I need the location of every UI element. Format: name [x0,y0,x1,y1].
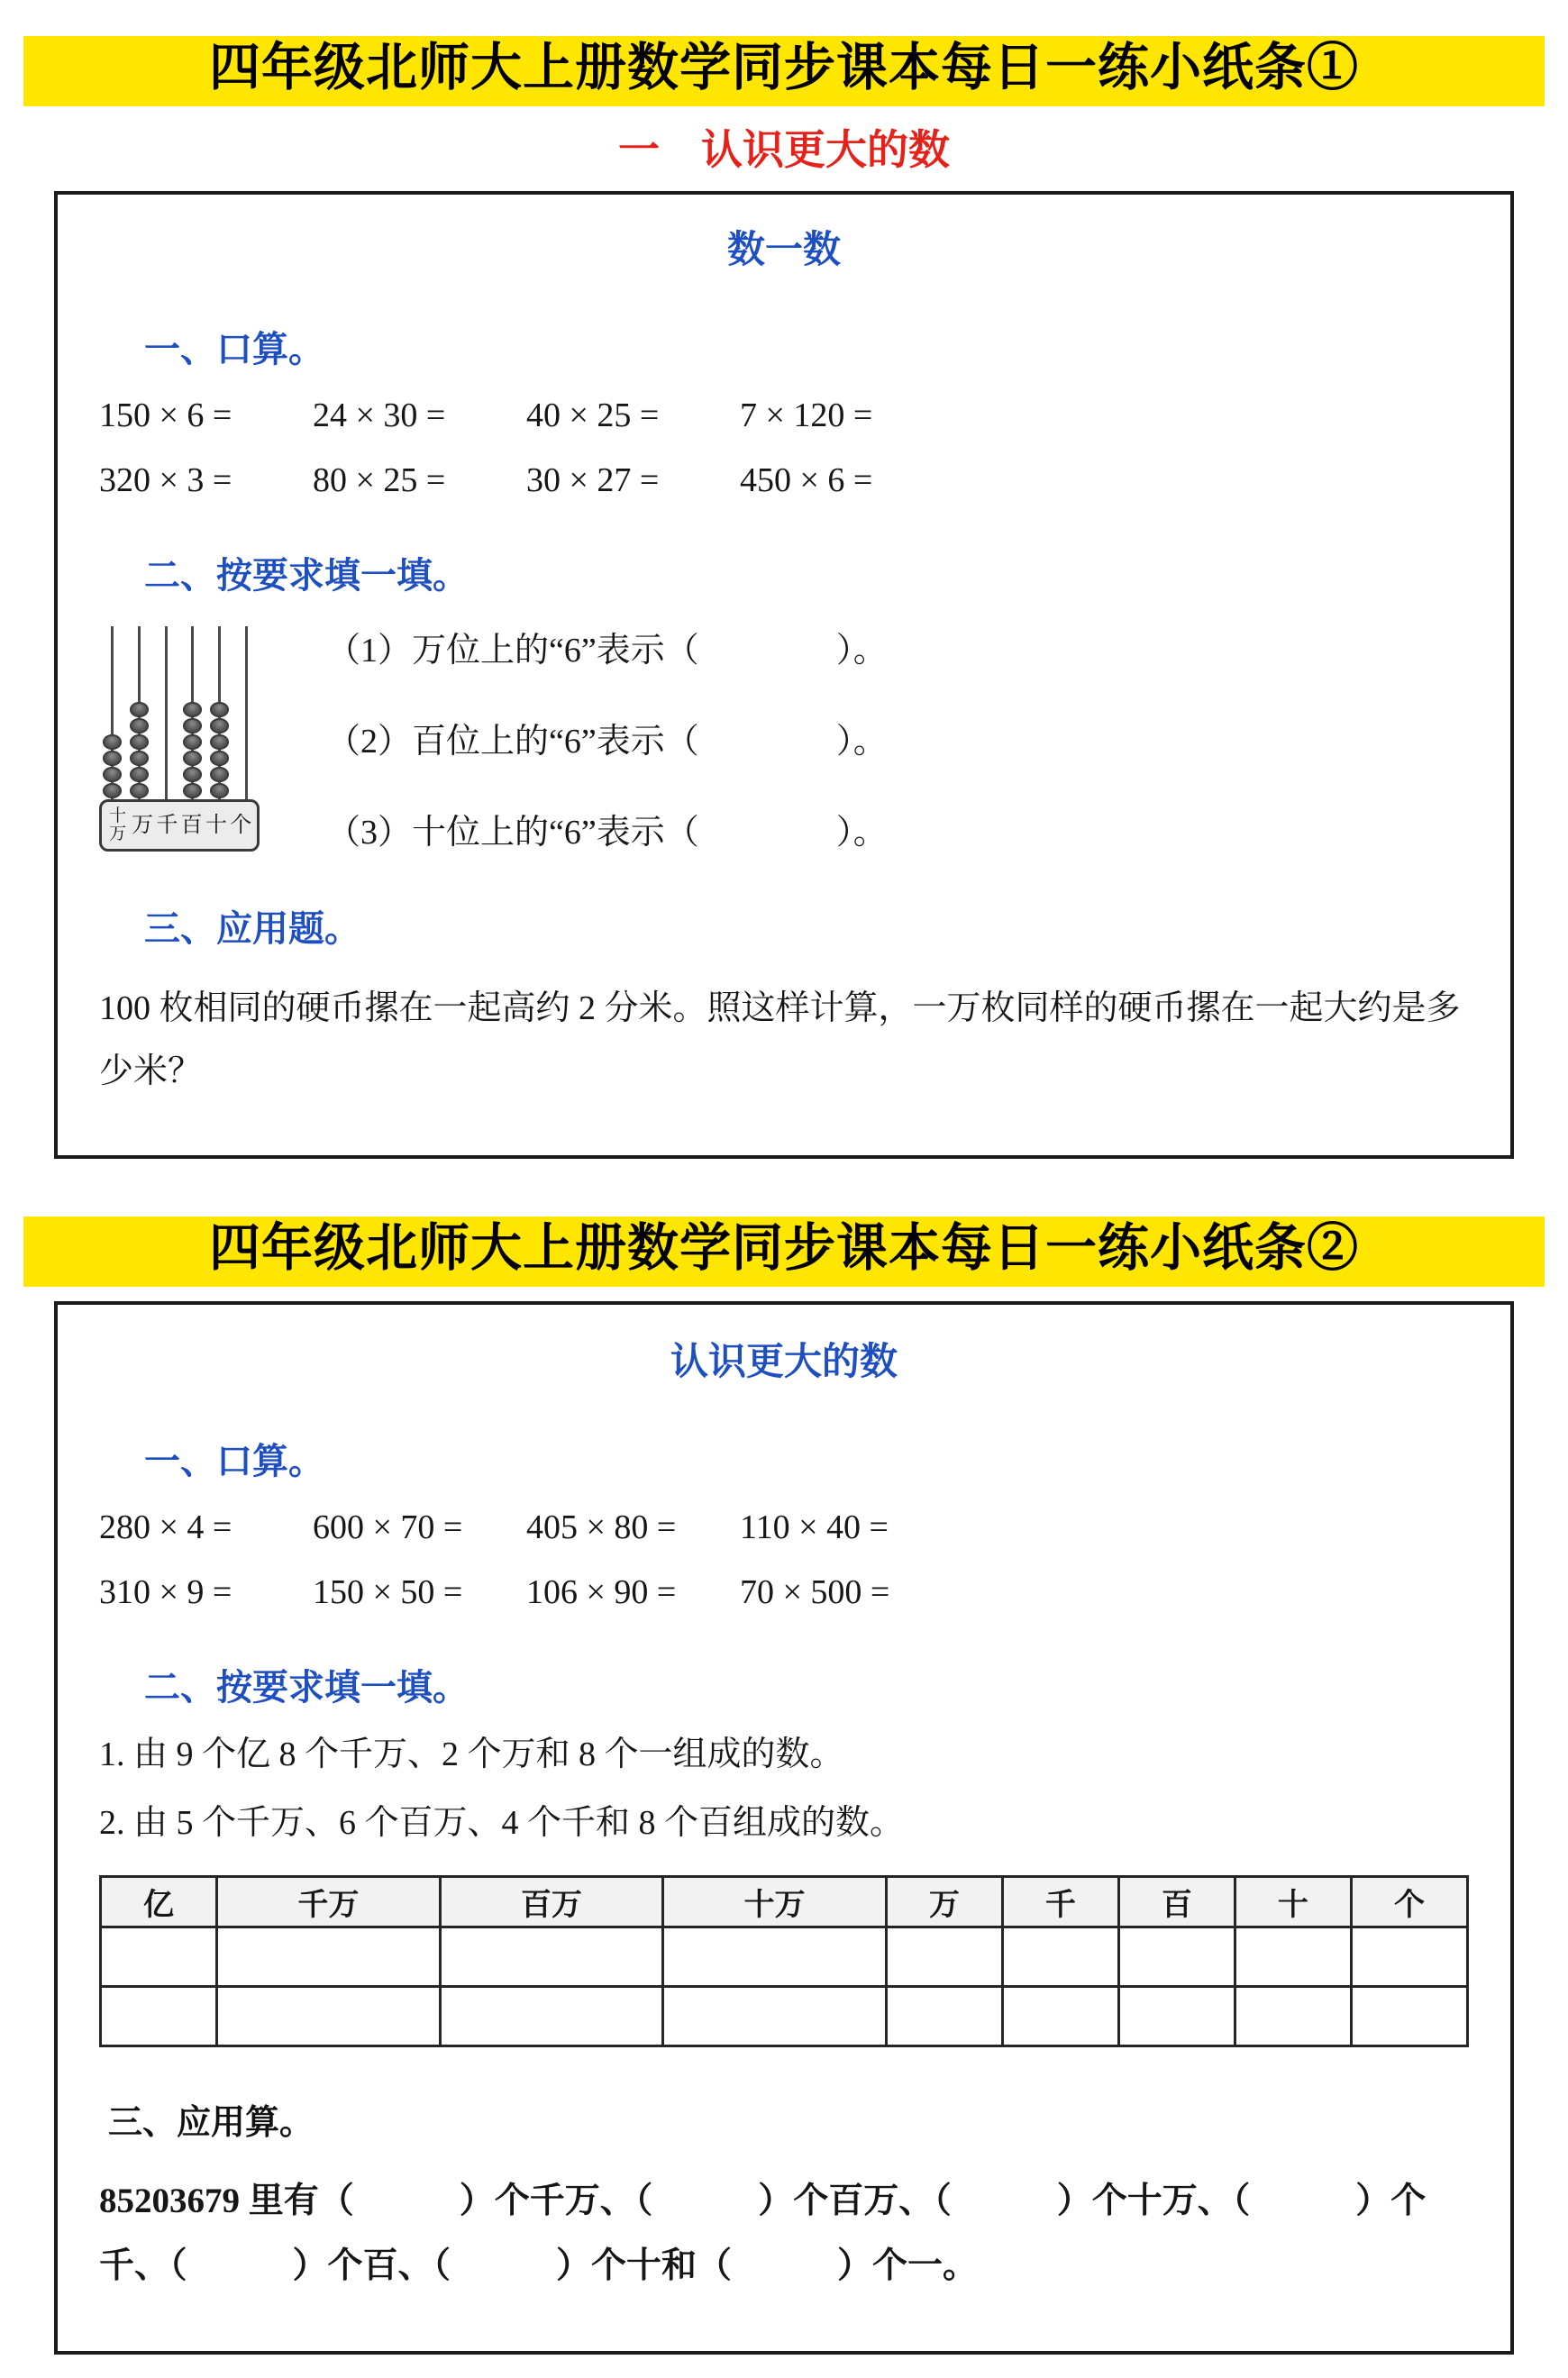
table-row [101,1986,1468,2045]
place-value-header-row [101,1876,1468,1927]
sheet2-oral-problems [99,1508,1469,1612]
math-problem: 30 × 27 = [526,460,660,499]
abacus-rod [126,623,153,799]
sheet2-box [54,1301,1514,2355]
table-cell [886,1927,1002,1986]
sheet2-fill-title: 二、按要求填一填。 [144,1668,469,1708]
abacus-bead [210,783,229,798]
table-header-cell: 千万 [217,1876,441,1927]
abacus-label: 十 [205,813,227,837]
sheet1-fill-questions [326,622,888,853]
abacus-rod-wire [245,626,248,803]
math-problem: 7 × 120 = [740,396,873,434]
abacus-bead [130,734,149,750]
table-cell [1118,1986,1235,2045]
abacus-bead [183,734,202,750]
math-problem: 106 × 90 = [526,1573,677,1612]
sheet1-banner [23,36,1545,106]
sheet2-banner [23,1216,1545,1287]
abacus-bead [210,767,229,782]
abacus-label: 万 [131,813,153,837]
table-cell [1118,1927,1235,1986]
sheet1-heading: 数一数 [726,227,841,270]
table-header-cell: 个 [1351,1876,1467,1927]
fill-item-1: 1. 由 9 个亿 8 个千万、2 个万和 8 个一组成的数。 [99,1736,844,1774]
abacus-bead [183,702,202,717]
table-cell [1002,1927,1118,1986]
table-cell [217,1927,441,1986]
abacus-rod [179,623,206,799]
table-cell [1235,1986,1351,2045]
abacus-bead [183,783,202,798]
abacus-bead [130,718,149,733]
abacus-label: 百 [180,813,203,837]
table-cell [886,1986,1002,2045]
table-cell [663,1927,887,1986]
abacus-bead [183,767,202,782]
abacus-bead [210,718,229,733]
abacus-rods [99,623,260,799]
table-cell [440,1927,663,1986]
place-value-table [99,1875,1469,2047]
math-problem: 280 × 4 = [99,1508,232,1547]
fill-question-2: （2）百位上的“6”表示（ ）。 [326,722,888,761]
math-problem: 450 × 6 = [740,460,873,499]
fill-item-2: 2. 由 5 个千万、6 个百万、4 个千和 8 个百组成的数。 [99,1803,905,1842]
abacus-rod [152,623,179,799]
sheet1-subtitle: 一 认识更大的数 [618,125,950,173]
abacus-bead [210,751,229,766]
sheet2-word-problem: 85203679 里有（ ）个千万、（ ）个百万、（ ）个十万、（ ）个千、（ ）个百、（ ）个十和（ ）个一。 [99,2181,1427,2285]
sheet1-fill-row [99,622,1469,853]
abacus-bead [103,734,122,750]
abacus-bead [183,751,202,766]
math-problem: 405 × 80 = [526,1508,677,1547]
abacus-bead [103,783,122,798]
table-cell [1351,1986,1467,2045]
abacus-bead [130,702,149,717]
math-problem: 24 × 30 = [313,396,446,434]
worksheet-2 [0,1216,1568,2355]
abacus-base [99,799,260,852]
math-problem: 310 × 9 = [99,1573,232,1612]
sheet1-fill-title: 二、按要求填一填。 [144,555,469,596]
math-problem: 150 × 50 = [313,1573,463,1612]
table-header-cell: 百万 [440,1876,663,1927]
table-cell [101,1927,217,1986]
abacus-bead [183,718,202,733]
table-cell [663,1986,887,2045]
abacus-bead [210,702,229,717]
abacus-label: 个 [230,813,252,837]
table-header-cell: 万 [886,1876,1002,1927]
abacus-bead [130,751,149,766]
math-problem: 320 × 3 = [99,460,232,499]
table-header-cell: 百 [1118,1876,1235,1927]
math-problem: 40 × 25 = [526,396,660,434]
table-header-cell: 十万 [663,1876,887,1927]
table-cell [1351,1927,1467,1986]
table-header-cell: 十 [1235,1876,1351,1927]
sheet1-banner-title: 四年级北师大上册数学同步课本每日一练小纸条① [209,39,1359,96]
math-problem: 110 × 40 = [740,1508,889,1547]
abacus-bead [210,734,229,750]
sheet2-heading: 认识更大的数 [670,1340,898,1383]
sheet1-oral-problems [99,396,1469,500]
math-problem: 70 × 500 = [740,1573,890,1612]
table-cell [440,1986,663,2045]
table-header-cell: 千 [1002,1876,1118,1927]
abacus-bead [103,767,122,782]
math-problem: 600 × 70 = [313,1508,463,1547]
table-header-cell: 亿 [101,1876,217,1927]
abacus-bead [130,783,149,798]
abacus-rod [232,623,260,799]
sheet1-box [54,191,1514,1160]
abacus-bead [103,751,122,766]
abacus-rod-wire [165,626,168,803]
sheet2-banner-title: 四年级北师大上册数学同步课本每日一练小纸条② [209,1219,1359,1278]
abacus-image [99,623,260,852]
abacus-bead [130,767,149,782]
abacus-label: 十万 [109,806,127,844]
sheet1-oral-title: 一、口算。 [144,329,324,369]
fill-question-1: （1）万位上的“6”表示（ ）。 [326,631,888,670]
table-cell [101,1986,217,2045]
abacus-label: 千 [156,813,178,837]
worksheet-1 [0,36,1568,1159]
sheet2-oral-title: 一、口算。 [144,1442,324,1482]
sheet2-word-title: 三、应用算。 [108,2103,315,2142]
table-cell [1002,1986,1118,2045]
abacus-rod [99,623,126,799]
table-row [101,1927,1468,1986]
sheet1-word-title: 三、应用题。 [144,908,360,949]
table-cell [217,1986,441,2045]
table-cell [1235,1927,1351,1986]
math-problem: 150 × 6 = [99,396,232,434]
math-problem: 80 × 25 = [313,460,446,499]
sheet1-word-problem: 100 枚相同的硬币摞在一起高约 2 分米。照这样计算，一万枚同样的硬币摞在一起大约是多少米？ [99,989,1461,1091]
abacus-rod [206,623,233,799]
fill-question-3: （3）十位上的“6”表示（ ）。 [326,813,888,852]
